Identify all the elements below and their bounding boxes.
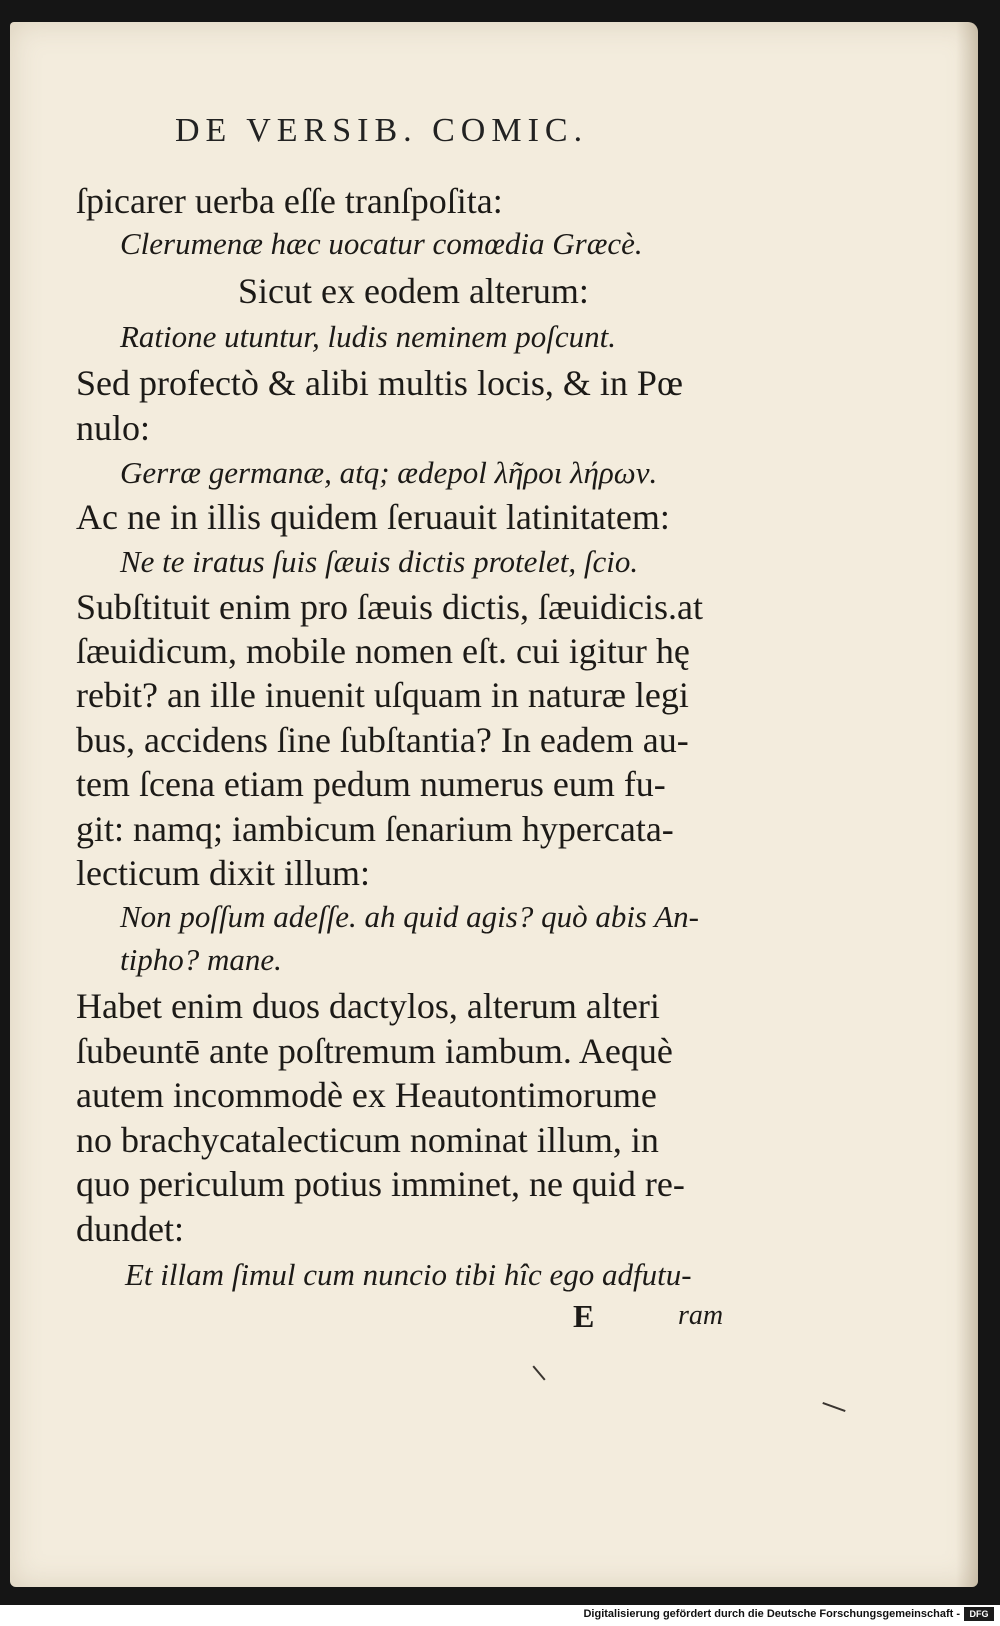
text-line: Habet enim duos dactylos, alterum alteri bbox=[76, 986, 660, 1026]
verse-line: Clerumenæ hæc uocatur comœdia Græcè. bbox=[120, 226, 643, 261]
verse-line: Ratione utuntur, ludis neminem poſcunt. bbox=[120, 319, 616, 354]
page-text bbox=[10, 22, 978, 1587]
catchword: ram bbox=[678, 1300, 724, 1331]
text-line: Ac ne in illis quidem ſeruauit latinitatem: bbox=[76, 497, 670, 537]
running-head: DE VERSIB. COMIC. bbox=[175, 112, 589, 149]
text-line: git: namq; iambicum ſenarium hypercata- bbox=[76, 809, 674, 849]
text-line: bus, accidens ſine ſubſtantia? In eadem au- bbox=[76, 720, 689, 760]
text-line: Sed profectò & alibi multis locis, & in Pœ bbox=[76, 363, 683, 403]
text-line: rebit? an ille inuenit uſquam in naturæ legi bbox=[76, 675, 689, 715]
verse-line: Non poſſum adeſſe. ah quid agis? quò abis An- bbox=[120, 899, 699, 934]
funding-credit: Digitalisierung gefördert durch die Deutsche Forschungsgemeinschaft - bbox=[583, 1608, 960, 1620]
text-line: ſubeuntē ante poſtremum iambum. Aequè bbox=[76, 1031, 673, 1071]
verse-line: Ne te iratus ſuis ſæuis dictis protelet, ſcio. bbox=[120, 544, 639, 579]
verse-line: Et illam ſimul cum nuncio tibi hîc ego adfutu- bbox=[125, 1257, 692, 1292]
ink-mark bbox=[532, 1365, 545, 1380]
text-line: nulo: bbox=[76, 408, 151, 448]
book-page bbox=[10, 22, 978, 1587]
verse-line: tipho? mane. bbox=[120, 942, 282, 977]
text-line: Sicut ex eodem alterum: bbox=[238, 271, 589, 311]
text-line: dundet: bbox=[76, 1209, 184, 1249]
text-line: tem ſcena etiam pedum numerus eum fu- bbox=[76, 764, 666, 804]
text-line: lecticum dixit illum: bbox=[76, 853, 370, 893]
text-line: no brachycatalecticum nominat illum, in bbox=[76, 1120, 659, 1160]
text-line: ſæuidicum, mobile nomen eſt. cui igitur hę bbox=[76, 631, 690, 671]
signature-mark: E bbox=[573, 1298, 595, 1334]
dfg-logo: DFG bbox=[964, 1607, 994, 1621]
text-line: autem incommodè ex Heautontimorume bbox=[76, 1075, 657, 1115]
text-line: Subſtituit enim pro ſæuis dictis, ſæuidicis.at bbox=[76, 587, 704, 627]
ink-mark bbox=[822, 1402, 845, 1412]
text-line: quo periculum potius imminet, ne quid re- bbox=[76, 1164, 685, 1204]
verse-line: Gerræ germanæ, atq; ædepol λῆροι λήρων. bbox=[120, 455, 658, 490]
text-line: ſpicarer uerba eſſe tranſpoſita: bbox=[76, 181, 503, 221]
